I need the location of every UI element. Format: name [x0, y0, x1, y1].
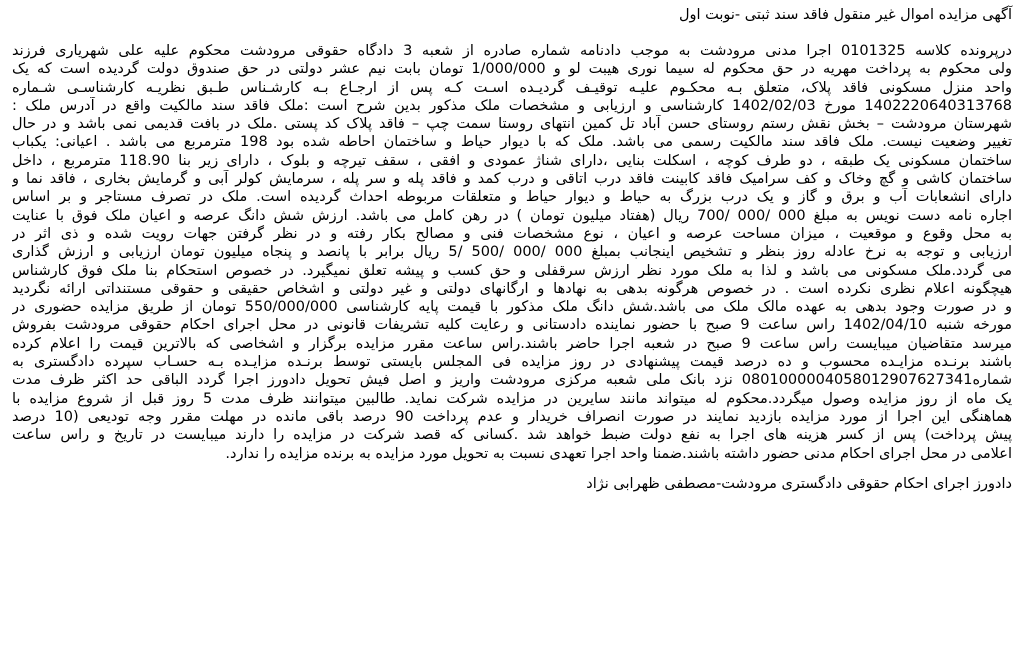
notice-body-line: میرسد متقاضیان میبایست راس ساعت 9 صبح در شعبه اجرا حاضر باشند.راس ساعت مقرر مزایده برگزار و اشخاصی که بالاترین قیمت را اعلام کرده	[12, 335, 1012, 352]
notice-body-line: هماهنگی این اجرا از مورد مزایده بازدید نمایند در صورت انصراف خریدار و عدم پرداخت 90 درصد باقی مانده در مهلت مقرر وجه تودیعی (10 درصد	[12, 408, 1012, 425]
notice-body-line: مورخه شنبه 1402/04/10 راس ساعت 9 صبح با حضور نماینده دادستانی و رعایت کلیه تشریفات قانونی در محل اجرای احکام حقوقی مرودشت بفروش	[12, 317, 1012, 334]
notice-body-line: به محل وقوع و موقعیت ، میزان مساحت عرصه و اعیان ، نوع مشخصات فنی و مصالح بکار رفته و در نظر گرفتن جهات رویت شده و ذی اثر در	[12, 225, 1012, 242]
notice-body-line: تغییر وضعیت نیست. ملک فاقد سند مالکیت رسمی می باشد. ملک که با دیوار حیاط و ساختمان احاطه شده بود 198 مترمربع می باشد . اعیانی: یکباب	[12, 134, 1012, 151]
notice-signature: دادورز اجرای احکام حقوقی دادگستری مرودشت-مصطفی ظهرابی نژاد	[586, 475, 1012, 492]
notice-title: آگهی مزایده اموال غیر منقول فاقد سند ثبتی -نوبت اول	[678, 7, 1012, 23]
notice-body-line: ارزیابی و توجه به نرخ عادله روز بنظر و تشخیص اینجانب بمبلغ 000 /000 /500 /5 ریال برابر با پانصد و پنجاه میلیون تومان ارزیابی و ارزش گذاری	[12, 244, 1012, 261]
notice-body-line: ساختمان کاشی و گچ وخاک و کف سرامیک فاقد کابینت فاقد درب اتاقی و درب کمد و فاقد پله و سر پله ، سرمایش کولر آبی و گرمایش بخاری ، فاقد نما و	[12, 171, 1012, 188]
notice-body-line: اعلامی در محل اجرای احکام مدنی حضور داشته باشند.ضمنا واحد اجرا تعهدی نسبت به تحویل مورد مزایده به برنده مزایده را ندارد.	[225, 445, 1012, 462]
auction-notice	[12, 4, 1012, 495]
notice-body-line: می گردد.ملک مسکونی می باشد و لذا به ملک مورد نظر ارزش سرقفلی و حق کسب و پیشه تعلق نمیگیرد. در خصوص استحکام بنا ملک فوق کارشناس	[12, 262, 1012, 279]
notice-body-line: هیچگونه اعلام نظری نکرده است . در خصوص هرگونه بدهی به نهادها و ارگانهای دولتی و غیر دولتی و اشخاص حقیقی و حقوقی مستنداتی ارائه نگردید	[12, 280, 1012, 297]
notice-body-line: اجاره نامه دست نویس به مبلغ 000 /000 /700 ریال (هفتاد میلیون تومان ) در رهن کامل می باشد. ارزش شش دانگ عرصه و اعیان ملک فوق با عنایت	[12, 207, 1012, 224]
notice-body-line: ساختمان مسکونی یک طبقه ، دو طرف کوچه ، اسکلت بنایی ،دارای شناژ عمودی و افقی ، سقف تیرچه و بلوک ، دارای زیر بنا 118.90 مترمربع ، داخل	[12, 152, 1012, 169]
notice-body-line: ولی محکوم به پرداخت مهریه در حق محکوم له سیما نوری هیبت لو و 1/000/000 تومان بابت نیم عشر دولتی در حق صندوق دولت گردیده است که یک	[12, 61, 1012, 78]
notice-body-line: و در صورت وجود بدهی به عهده مالک ملک می باشد.شش دانگ ملک مذکور با قیمت پایه کارشناسی 550/000/000 تومان از طریق مزایده حضوری در	[12, 299, 1012, 316]
notice-body-line: باشند برنـده مزایـده محسوب و ده درصد قیمت پیشنهادی در روز مزایده فی المجلس بایستی توسط برنـده مزایـده بـه حسـاب سپرده دادگستری به	[12, 354, 1012, 371]
notice-body-line: درپرونده کلاسه 0101325 اجرا مدنی مرودشت به موجب دادنامه شماره صادره از شعبه 3 دادگاه حقوقی مرودشت محکوم علیه علی شهریاری فرزند	[12, 43, 1012, 59]
notice-body-line: شهرستان مرودشت – بخش نقش رستم روستای حسن آباد تل کمین انتهای روستا سمت چپ – فاقد پلاک کد پستی .ملک در بافت قدیمی نمی باشد و در حال	[12, 116, 1012, 133]
notice-body-line: یک ماه از روز مزایده وصول میگردد.محکوم له میتواند مانند سایرین در مزایده شرکت نماید. طالبین میتوانند ظرف مدت 5 روز قبل از شروع مزایده با	[12, 390, 1012, 407]
notice-body-line: شماره080100000405801290762734​1 نزد بانک ملی شعبه مرکزی مرودشت واریز و اصل فیش تحویل دادورز اجرا گردد الباقی حد اکثر ظرف مدت	[12, 372, 1012, 389]
notice-body-line: 140222064031376​8 مورخ 1402/02/03 کارشناسی و ارزیابی و مشخصات ملک مذکور بدین شرح است :ملک فاقد سند مالکیت واقع در آدرس ملک :	[12, 97, 1012, 114]
notice-body-line: واحد منزل مسکونی فاقد پلاک، متعلق بـه محکـوم علیـه توقیـف گردیـده اسـت کـه پس از ارجـاع بـه کارشـناس طـبق نظریـه کارشناسـی شـماره	[12, 79, 1012, 96]
notice-body-line: دارای انشعابات آب و برق و گاز و یک درب بزرگ به حیاط و دیوار حیاط و متعلقات مربوطه احداث گردیده است. ملک در تصرف مستاجر و بر اساس	[12, 189, 1012, 206]
notice-body-line: پیش پرداخت) پس از کسر هزینه های اجرا به نفع دولت ضبط خواهد شد .کسانی که قصد شرکت در مزایده را دارند میبایست در تاریخ و راس ساعت	[12, 427, 1012, 444]
notice-body	[12, 42, 1012, 463]
